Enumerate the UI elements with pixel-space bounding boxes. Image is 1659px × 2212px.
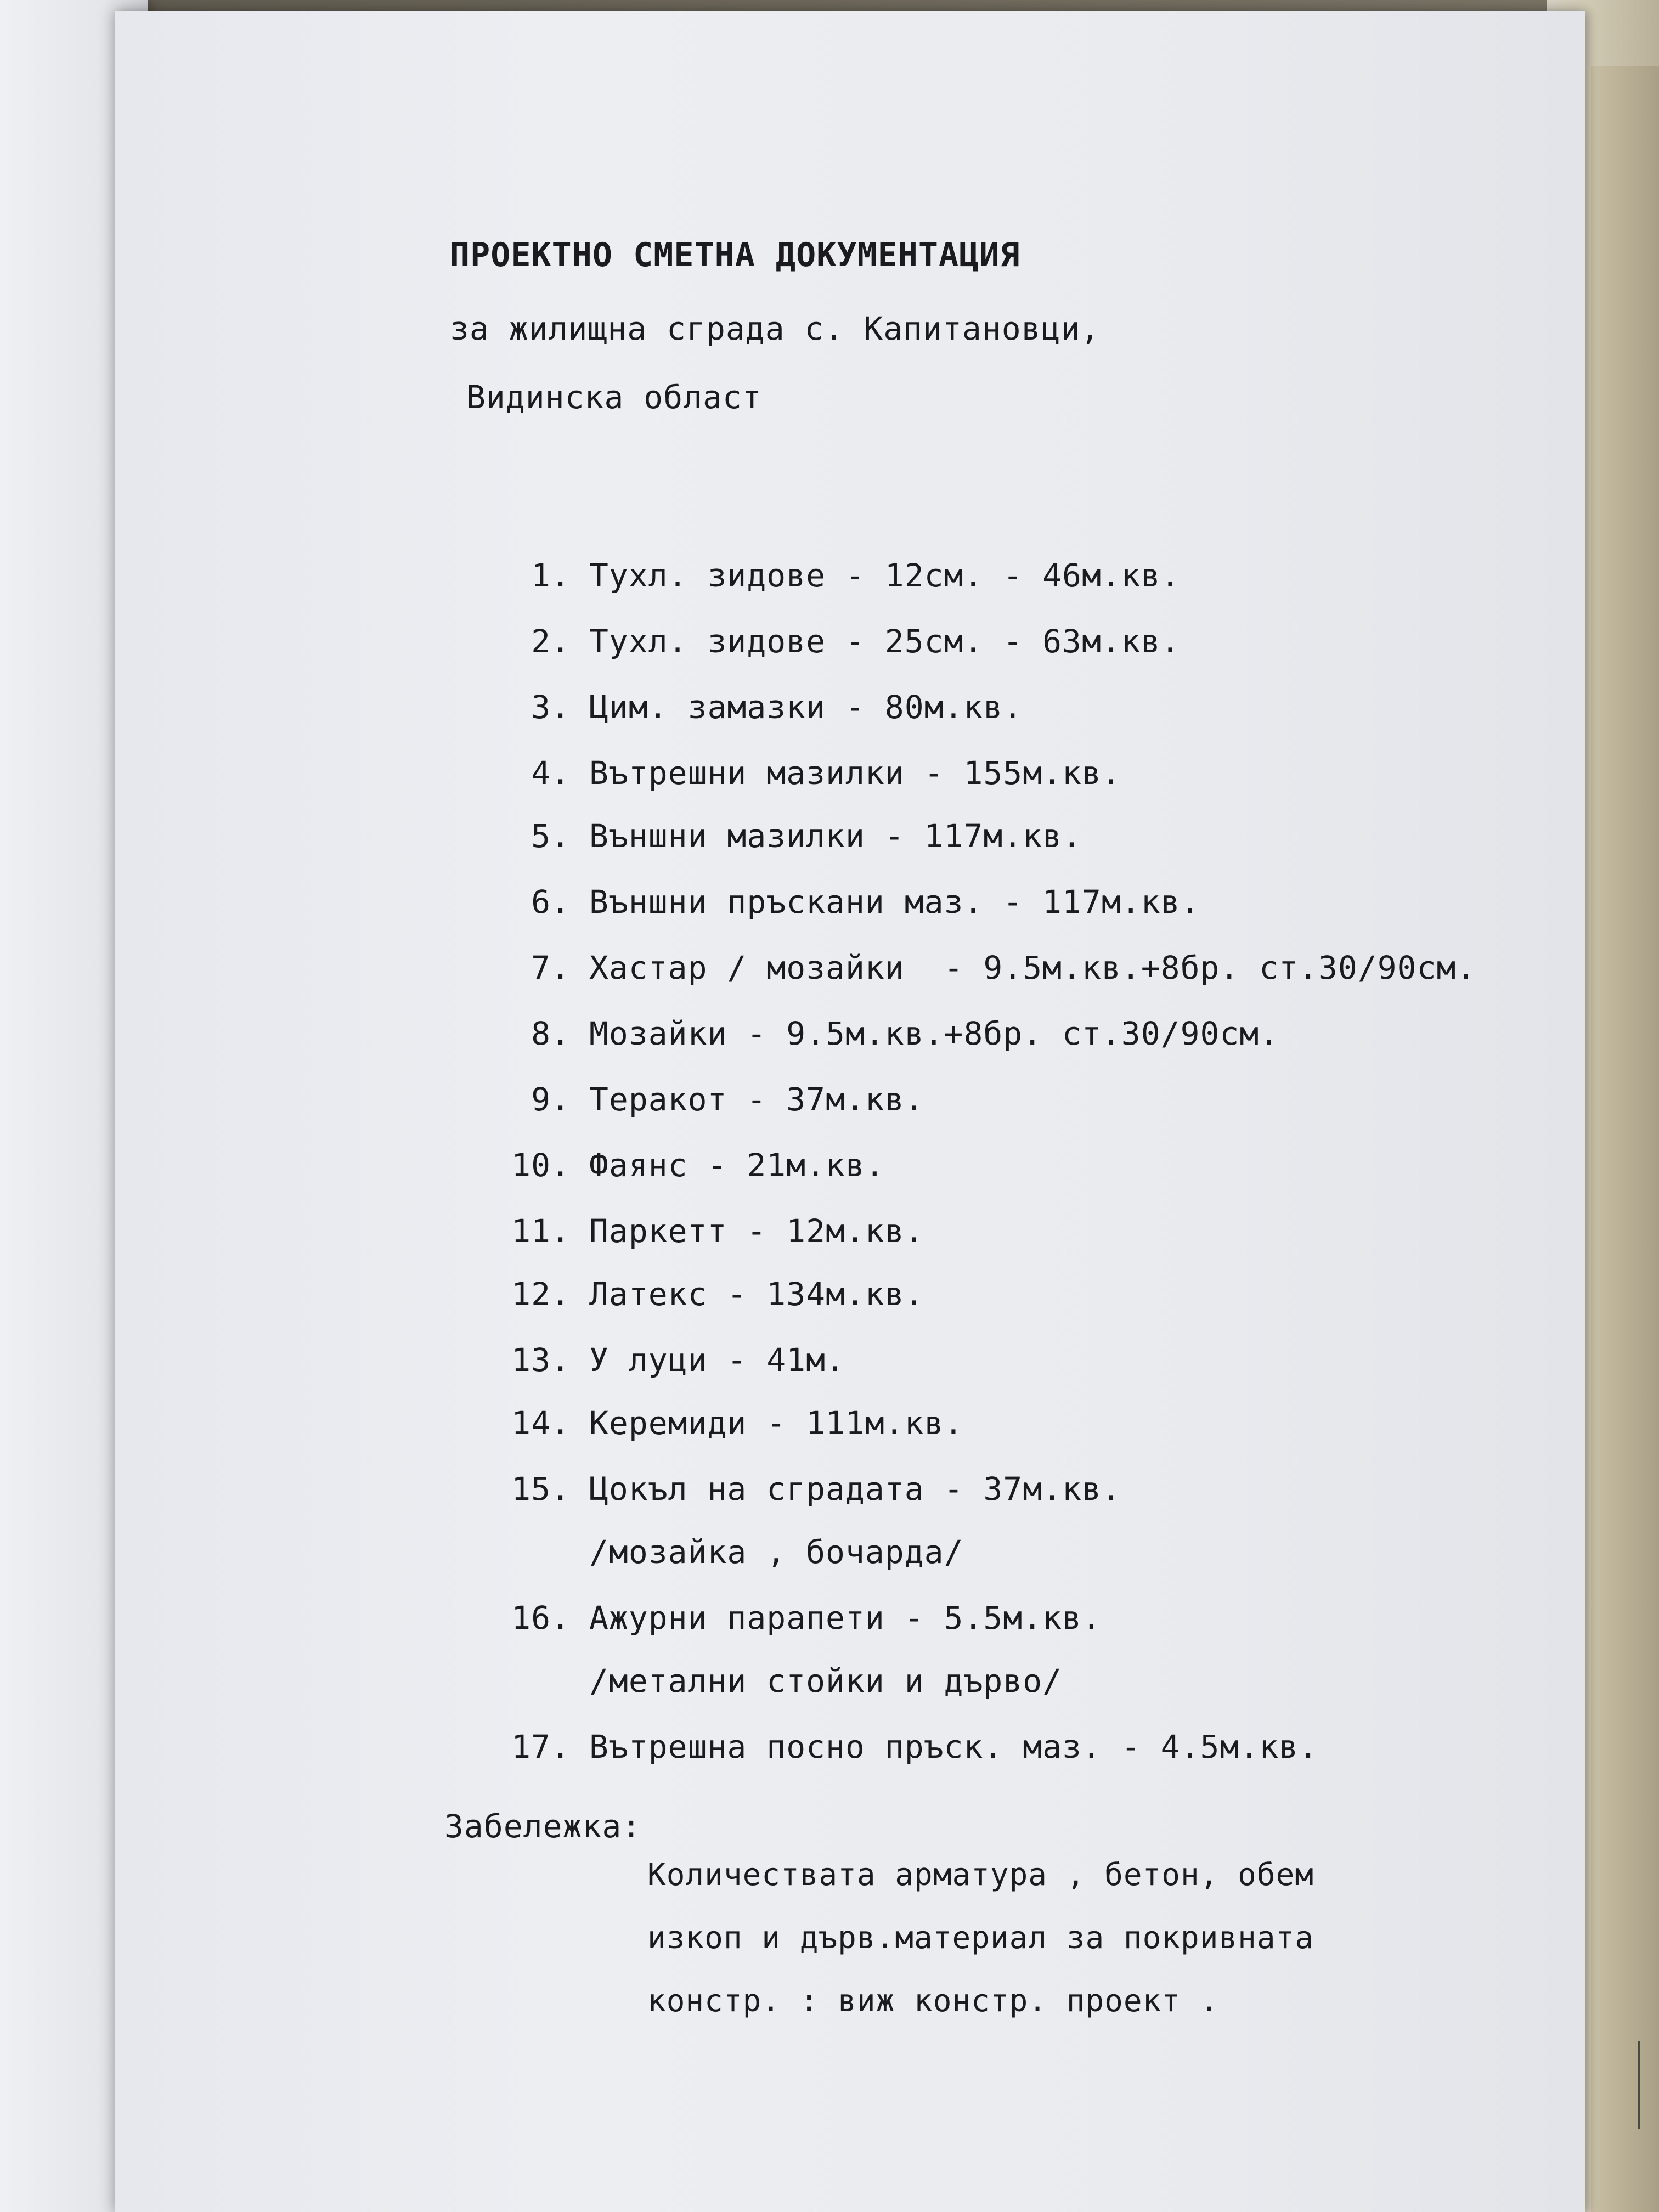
list-item <box>510 1470 1121 1508</box>
list-item <box>510 1341 845 1379</box>
heading-region: Видинска област <box>466 379 762 416</box>
item-text: /мозайка , бочарда/ <box>589 1533 964 1571</box>
typed-sheet <box>115 11 1585 2212</box>
item-text: Тухл. зидове - 25см. - 63м.кв. <box>589 623 1181 660</box>
item-text: Външни пръскани маз. - 117м.кв. <box>589 883 1200 921</box>
list-item <box>510 623 1181 660</box>
item-text: Фаянс - 21м.кв. <box>589 1147 885 1184</box>
item-number: 8. <box>531 1015 571 1052</box>
note-line: Количествата арматура , бетон, обем <box>647 1857 1314 1893</box>
item-text: /метални стойки и дърво/ <box>589 1662 1063 1700</box>
list-item <box>510 1404 963 1442</box>
item-text: Външни мазилки - 117м.кв. <box>589 817 1082 855</box>
item-text: Вътрешни мазилки - 155м.кв. <box>589 754 1121 792</box>
item-number: 9. <box>531 1081 571 1118</box>
list-item-continuation <box>510 1533 963 1571</box>
list-item <box>510 817 1082 855</box>
item-number: 6. <box>531 883 571 921</box>
sheet-text <box>115 11 1585 2212</box>
item-text: Теракот - 37м.кв. <box>589 1081 924 1118</box>
list-item <box>510 1599 1102 1637</box>
item-number: 16. <box>511 1599 571 1637</box>
item-text: Тухл. зидове - 12см. - 46м.кв. <box>589 557 1181 594</box>
item-number: 15. <box>511 1470 571 1508</box>
item-number: 14. <box>511 1404 571 1442</box>
item-number: 17. <box>511 1728 571 1765</box>
item-number: 12. <box>511 1276 571 1313</box>
list-item <box>510 689 1023 726</box>
list-item <box>510 1212 924 1250</box>
heading-title: ПРОЕКТНО СМЕТНА ДОКУМЕНТАЦИЯ <box>450 236 1020 274</box>
item-text: У луци - 41м. <box>589 1341 845 1379</box>
item-number: 2. <box>531 623 571 660</box>
item-text: Цим. замазки - 80м.кв. <box>589 689 1023 726</box>
item-text: Мозайки - 9.5м.кв.+8бр. ст.30/90см. <box>589 1015 1279 1052</box>
list-item <box>510 883 1200 921</box>
list-item <box>510 1276 924 1313</box>
item-number: 10. <box>511 1147 571 1184</box>
list-item <box>510 1147 885 1184</box>
list-item <box>510 1728 1318 1765</box>
note-line: констр. : виж констр. проект . <box>647 1983 1219 2019</box>
item-text: Хастар / мозайки - 9.5м.кв.+8бр. ст.30/90см. <box>589 949 1476 986</box>
item-text: Керемиди - 111м.кв. <box>589 1404 964 1442</box>
note-label: Забележка: <box>444 1808 642 1845</box>
heading-subtitle: за жилищна сграда с. Капитановци, <box>450 310 1101 347</box>
item-text: Цокъл на сградата - 37м.кв. <box>589 1470 1121 1508</box>
list-item <box>510 949 1476 986</box>
back-sheet-edge <box>1591 66 1659 2212</box>
item-text: Паркетт - 12м.кв. <box>589 1212 924 1250</box>
list-item <box>510 557 1181 594</box>
item-text: Латекс - 134м.кв. <box>589 1276 924 1313</box>
item-number: 7. <box>531 949 571 986</box>
note-line: изкоп и дърв.материал за покривната <box>647 1920 1314 1956</box>
item-text: Ажурни парапети - 5.5м.кв. <box>589 1599 1102 1637</box>
item-number: 1. <box>531 557 571 594</box>
item-number: 5. <box>531 817 571 855</box>
item-number: 4. <box>531 754 571 792</box>
item-number: 11. <box>511 1212 571 1250</box>
list-item-continuation <box>510 1662 1062 1700</box>
item-number: 13. <box>511 1341 571 1379</box>
item-text: Вътрешна посно пръск. маз. - 4.5м.кв. <box>589 1728 1319 1765</box>
list-item <box>510 1081 924 1118</box>
margin-pencil-mark <box>1638 2041 1659 2129</box>
list-item <box>510 754 1121 792</box>
list-item <box>510 1015 1279 1052</box>
item-number: 3. <box>531 689 571 726</box>
